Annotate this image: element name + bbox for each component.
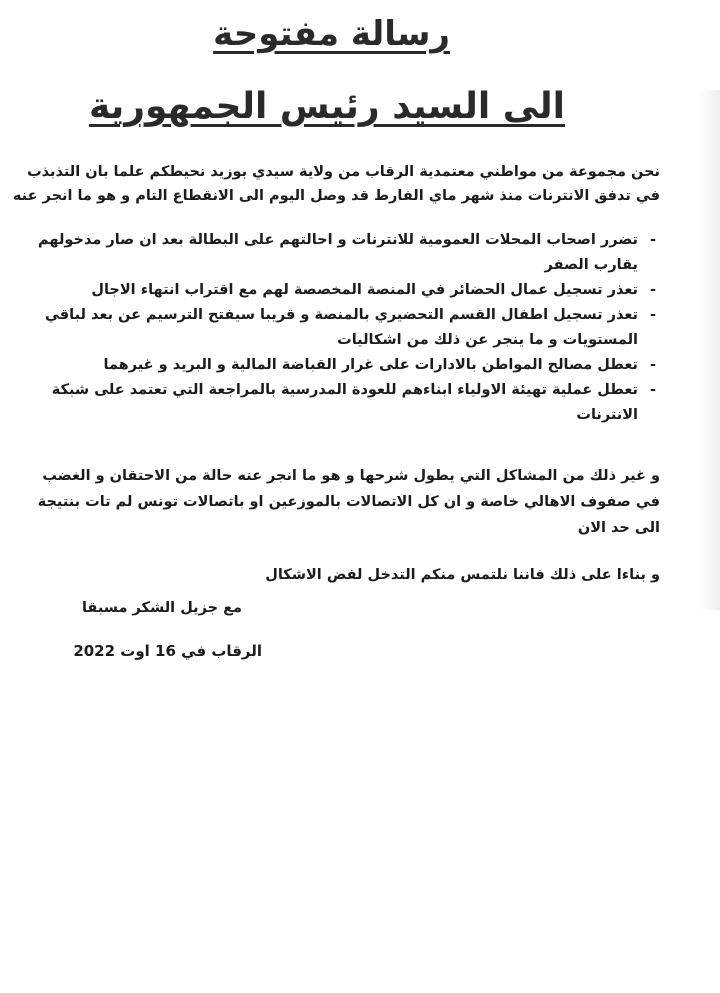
intro-line: نحن مجموعة من مواطني معتمدية الرقاب من ولاية سيدي بوزيد نحيطكم علما بان التذبذب <box>27 164 660 180</box>
grievance-line: تعطل مصالح المواطن بالادارات على غرار القباضة المالية و البريد و غيرهما <box>103 357 638 373</box>
grievance-list <box>40 228 660 428</box>
request-paragraph: و بناءا على ذلك فاننا نلتمس منكم التدخل لفض الاشكال <box>265 567 660 583</box>
grievance-line: تعذر تسجيل عمال الحضائر في المنصة المخصصة لهم مع اقتراب انتهاء الاجال <box>91 282 638 298</box>
dash-bullet-icon: - <box>649 382 657 398</box>
dash-bullet-icon: - <box>649 232 657 248</box>
closing-line: و غير ذلك من المشاكل التي يطول شرحها و هو ما انجر عنه حالة من الاحتقان و الغضب <box>42 468 660 484</box>
grievance-line: يقارب الصفر <box>544 257 638 273</box>
closing-line: الى حد الان <box>577 520 660 536</box>
grievance-item <box>40 303 660 353</box>
thanks-line: مع جزيل الشكر مسبقا <box>81 600 242 616</box>
dash-bullet-icon: - <box>649 307 657 323</box>
grievance-line: تعطل عملية تهيئة الاولياء ابناءهم للعودة المدرسية بالمراجعة التي تعتمد على شبكة <box>51 382 638 398</box>
grievance-item <box>40 228 660 278</box>
grievance-item <box>40 353 660 378</box>
dash-bullet-icon: - <box>649 282 657 298</box>
grievance-line: تعذر تسجيل اطفال القسم التحضيري بالمنصة و قريبا سيفتح الترسيم عن بعد لباقي <box>44 307 638 323</box>
letter-addressee: الى السيد رئيس الجمهورية <box>88 86 565 127</box>
letter-title: رسالة مفتوحة <box>213 14 450 54</box>
place-and-date: الرقاب في 16 اوت 2022 <box>73 642 262 660</box>
grievance-item <box>40 378 660 428</box>
intro-paragraph <box>12 160 660 208</box>
grievance-line: الانترنات <box>576 407 638 423</box>
intro-line: في تدفق الانترنات منذ شهر ماي الفارط قد وصل اليوم الى الانقطاع التام و هو ما انجر عنه <box>12 188 660 204</box>
closing-line: في صفوف الاهالي خاصة و ان كل الاتصالات بالموزعين او باتصالات تونس لم تات بنتيجة <box>37 494 660 510</box>
grievance-line: تضرر اصحاب المحلات العمومية للانترنات و احالتهم على البطالة بعد ان صار مدخولهم <box>38 232 638 248</box>
grievance-line: المستويات و ما ينجر عن ذلك من اشكاليات <box>337 332 638 348</box>
grievance-item <box>40 278 660 303</box>
scan-edge-shadow <box>698 90 720 610</box>
closing-paragraph <box>37 463 660 541</box>
dash-bullet-icon: - <box>649 357 657 373</box>
